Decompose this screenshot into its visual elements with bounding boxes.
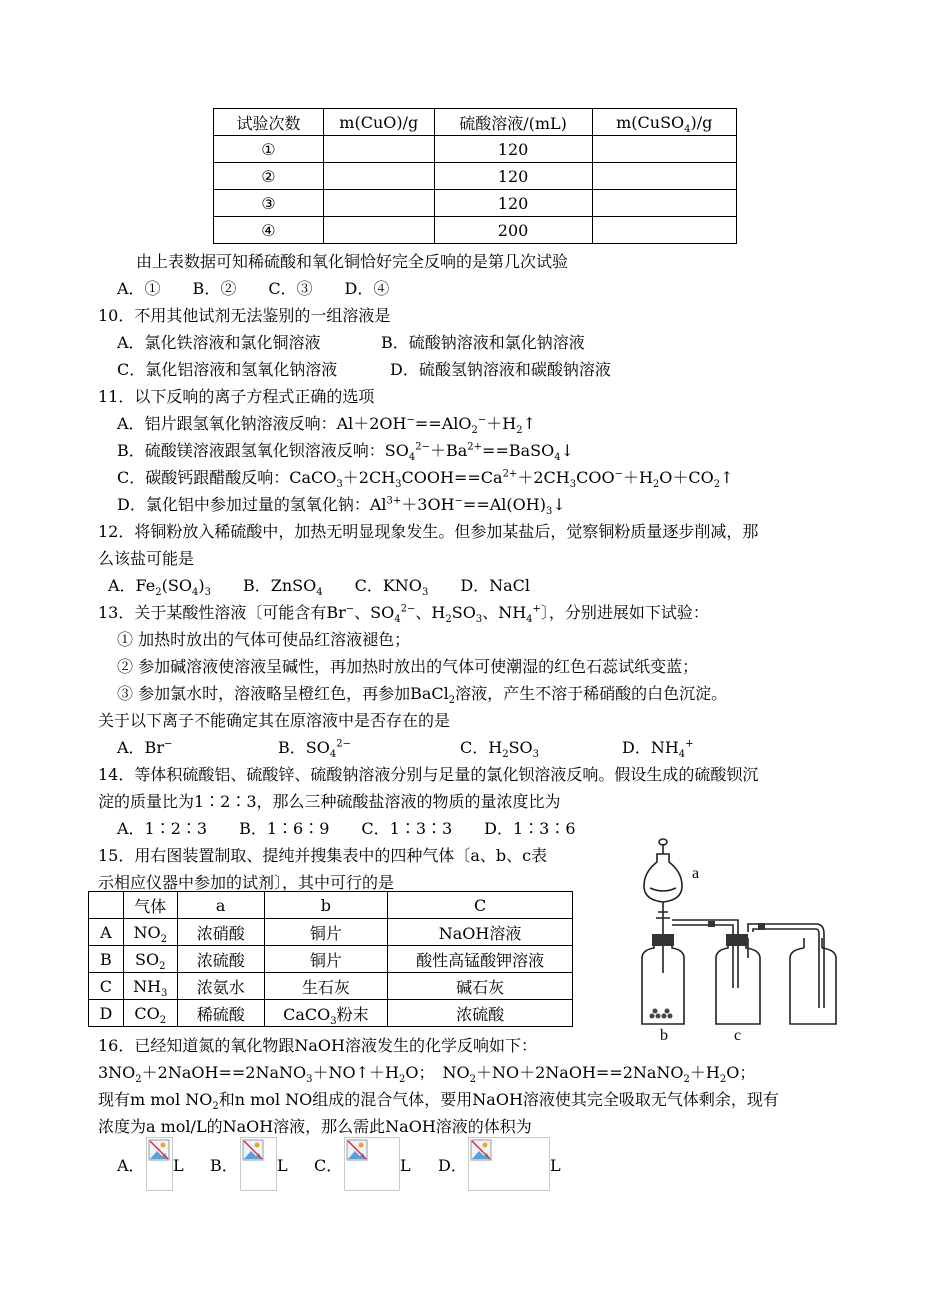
broken-image-icon: [242, 1139, 264, 1161]
q10-option-a: A．氯化铁溶液和氯化铜溶液: [117, 333, 321, 352]
q14-line2: 淀的质量比为1∶2∶3，那么三种硫酸盐溶液的物质的量浓度比为: [98, 792, 561, 811]
table-cell: C: [89, 973, 124, 1000]
q16-stem: 16．已经知道氮的氧化物跟NaOH溶液发生的化学反响如下：: [98, 1036, 537, 1055]
table-cell: [89, 892, 124, 919]
table-cell: [592, 217, 736, 244]
table-cell: $CO_2$: [123, 1000, 177, 1027]
table-cell: [323, 136, 434, 163]
table-cell: 稀硫酸: [177, 1000, 264, 1027]
q11-option-d: D．氯化铝中参加过量的氢氧化钠：$Al^{3+}+3OH^-==Al(OH)_3↓$: [117, 495, 566, 518]
table-cell: 酸性高锰酸钾溶液: [388, 946, 573, 973]
q13-option-d: D．$NH_4^+$: [622, 738, 694, 761]
table-cell: $SO_2$: [123, 946, 177, 973]
table-cell: ②: [214, 163, 324, 190]
table-header-row: [89, 892, 573, 919]
table-cell: 120: [434, 163, 592, 190]
table-cell: ④: [214, 217, 324, 244]
q9-stem: 由上表数据可知稀硫酸和氧化铜恰好完全反响的是第几次试验: [136, 252, 569, 271]
broken-image-icon: [470, 1139, 492, 1161]
table-cell: [592, 190, 736, 217]
formula-image-c: [344, 1137, 400, 1191]
q16-unit-a: L: [173, 1156, 184, 1175]
header-cuso4-mass: m(CuSO$_4$)/g: [592, 109, 736, 136]
results-table: [213, 108, 737, 244]
q14-line1: 14．等体积硫酸铝、硫酸锌、硫酸钠溶液分别与足量的氯化钡溶液反响。假设生成的硫酸钡沉: [98, 765, 759, 784]
q9-options: A．① B．② C．③ D．④: [117, 279, 390, 298]
table-cell: [592, 136, 736, 163]
apparatus-figure: [630, 838, 862, 1040]
table-cell: $NO_2$: [123, 919, 177, 946]
header-c: C: [388, 892, 573, 919]
table-cell: 碱石灰: [388, 973, 573, 1000]
q16-option-b: B．: [210, 1156, 238, 1175]
table-cell: 120: [434, 136, 592, 163]
q11-option-c: C．碳酸钙跟醋酸反响：$CaCO_3+2CH_3COOH==Ca^{2+}+2CH_3COO^-+H_2O+CO_2↑$: [117, 468, 734, 491]
q12-line2: 么该盐可能是: [98, 549, 195, 568]
table-row: [214, 217, 737, 244]
table-row: [89, 1000, 573, 1027]
formula-image-a: [146, 1137, 173, 1191]
broken-image-icon: [346, 1139, 368, 1161]
q13-step2: ② 参加碱溶液使溶液呈碱性，再加热时放出的气体可使潮湿的红色石蕊试纸变蓝；: [117, 657, 699, 676]
q13-step3: ③ 参加氯水时，溶液略呈橙红色，再参加BaCl$_2$溶液，产生不溶于稀硝酸的白色沉淀。: [117, 684, 728, 707]
q13-step1: ① 加热时放出的气体可使品红溶液褪色；: [117, 630, 411, 649]
q14-options: A．1∶2∶3 B．1∶6∶9 C．1∶3∶3 D．1∶3∶6: [117, 819, 576, 838]
table-cell: [592, 163, 736, 190]
table-cell: [323, 217, 434, 244]
table-cell: [323, 190, 434, 217]
table-cell: 浓硫酸: [177, 946, 264, 973]
q13-stem: 13．关于某酸性溶液〔可能含有Br−、$SO_4^{2-}$、$H_2SO_3$、$NH_4^+$〕，分别进展如下试验：: [98, 603, 709, 626]
table-row: [89, 946, 573, 973]
table-cell: CaCO$_3$粉末: [264, 1000, 388, 1027]
q16-option-a: A．: [117, 1156, 145, 1175]
label-c: c: [734, 1027, 742, 1040]
table-row: [214, 136, 737, 163]
q16-unit-c: L: [400, 1156, 411, 1175]
q16-option-c: C．: [314, 1156, 343, 1175]
table-cell: B: [89, 946, 124, 973]
q16-option-d: D．: [438, 1156, 467, 1175]
table-row: [89, 973, 573, 1000]
table-cell: 铜片: [264, 946, 388, 973]
q13-option-c: C．$H_2SO_3$: [460, 738, 540, 761]
table-cell: A: [89, 919, 124, 946]
q12-line1: 12．将铜粉放入稀硫酸中，加热无明显现象发生。但参加某盐后，觉察铜粉质量逐步削减，那: [98, 522, 759, 541]
q13-question: 关于以下离子不能确定其在原溶液中是否存在的是: [98, 711, 451, 730]
header-b: b: [264, 892, 388, 919]
table-cell: NaOH溶液: [388, 919, 573, 946]
table-cell: 铜片: [264, 919, 388, 946]
table-cell: ①: [214, 136, 324, 163]
q16-unit-b: L: [277, 1156, 288, 1175]
gas-table: [88, 891, 573, 1027]
q10-option-b: B．硫酸钠溶液和氯化钠溶液: [381, 333, 585, 352]
table-row: [214, 190, 737, 217]
q10-option-c: C．氯化铝溶液和氢氧化钠溶液: [117, 360, 338, 379]
q11-option-a: A．铝片跟氢氧化钠溶液反响：$Al+2OH^-==AlO_2^-+H_2↑$: [117, 414, 537, 437]
header-gas: 气体: [123, 892, 177, 919]
table-cell: 浓硫酸: [388, 1000, 573, 1027]
label-a: a: [692, 865, 700, 882]
table-row: [214, 163, 737, 190]
q11-option-b: B．硫酸镁溶液跟氢氧化钡溶液反响：$SO_4^{2-}+Ba^{2+}==BaSO_4↓$: [117, 441, 574, 464]
q12-options: A．$Fe_2(SO_4)_3$ B．ZnSO$_4$ C．$KNO_3$ D．NaCl: [108, 576, 531, 599]
formula-image-d: [468, 1137, 550, 1191]
formula-image-b: [240, 1137, 277, 1191]
table-cell: D: [89, 1000, 124, 1027]
q13-option-a: A．Br−: [117, 738, 173, 757]
table-row: [89, 919, 573, 946]
q16-equations: $3NO_2+2NaOH==2NaNO_3+NO↑+H_2O$； $NO_2+NO+2NaOH==2NaNO_2+H_2O$；: [98, 1063, 756, 1086]
q16-unit-d: L: [550, 1156, 561, 1175]
label-b: b: [660, 1027, 668, 1040]
header-cuo-mass: m(CuO)/g: [323, 109, 434, 136]
table-cell: [323, 163, 434, 190]
q10-option-d: D．硫酸氢钠溶液和碳酸钠溶液: [390, 360, 611, 379]
header-acid-volume: 硫酸溶液/(mL): [434, 109, 592, 136]
header-a: a: [177, 892, 264, 919]
table-cell: 120: [434, 190, 592, 217]
q16-line3: 现有m mol $NO_2$和n mol NO组成的混合气体，要用NaOH溶液使其完全吸取无气体剩余，现有: [98, 1090, 779, 1113]
table-cell: 200: [434, 217, 592, 244]
table-cell: 浓氨水: [177, 973, 264, 1000]
table-cell: ③: [214, 190, 324, 217]
q16-line4: 浓度为a mol/L的NaOH溶液，那么需此NaOH溶液的体积为: [98, 1117, 532, 1136]
q15-line2: 示相应仪器中参加的试剂〕，其中可行的是: [98, 873, 395, 892]
q11-stem: 11．以下反响的离子方程式正确的选项: [98, 387, 375, 406]
header-trial: 试验次数: [214, 109, 324, 136]
table-cell: 浓硝酸: [177, 919, 264, 946]
broken-image-icon: [148, 1139, 170, 1161]
q13-option-b: B．$SO_4^{2-}$: [278, 738, 351, 761]
table-cell: $NH_3$: [123, 973, 177, 1000]
table-cell: 生石灰: [264, 973, 388, 1000]
q10-stem: 10．不用其他试剂无法鉴别的一组溶液是: [98, 306, 391, 325]
q15-line1: 15．用右图装置制取、提纯并搜集表中的四种气体〔a、b、c表: [98, 846, 548, 865]
table-header-row: [214, 109, 737, 136]
